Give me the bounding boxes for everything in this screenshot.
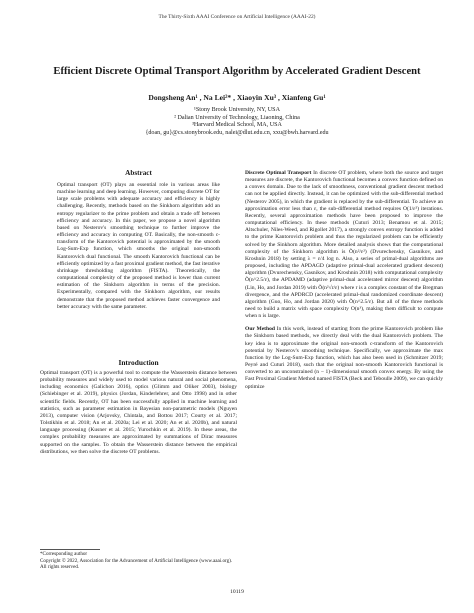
discrete-ot-paragraph (245, 170, 443, 320)
conference-header: The Thirty-Sixth AAAI Conference on Artificial Intelligence (AAAI-22) (158, 14, 316, 20)
introduction-body (40, 370, 237, 456)
discrete-ot-run-head: Discrete Optimal Transport (245, 170, 312, 176)
affiliation-1: ¹Stony Brook University, NY, USA (194, 107, 280, 113)
author-emails: {doan, gu}@cs.stonybrook.edu, nalei@dlut.edu.cn, xxu@bwh.harvard.edu (145, 130, 329, 137)
our-method-text: In this work, instead of starting from the prime Kantorovich problem like the Sinkhorn based methods, we directly deal with the dual Kantorovich problem. The key idea is to approximate the original non-smooth c-transform of the Kantorovich potential by Nesterov's smoothing technique. Specifically, we approximate the max function by the Log-Sum-Exp function, which has also been used in (Schmitzer 2019; Peyré and Cuturi 2018), such that the original non-smooth Kantorovich functional is converted to an unconstrained (n − 1)-dimensional smooth convex energy. By using the Fast Proximal Gradient Method named FISTA (Beck and Teboulle 2009), we can quickly optimize (245, 326, 443, 390)
introduction-heading: Introduction (118, 358, 159, 367)
paper-title: Efficient Discrete Optimal Transport Algorithm by Accelerated Gradient Descent (53, 66, 421, 77)
affiliations (0, 107, 474, 138)
introduction-paragraph: Optimal transport (OT) is a powerful tool to compute the Wasserstein distance between probability measures and widely used to model various natural and social phenomena, including economics (Galichon 2016), optics (Glimm and Oliker 2003), biology (Schiebinger et al. 2019), physics (Jordan, Kinderlehrer, and Otto 1998) and in other scientific fields. Recently, OT has been successfully applied in machine learning and statistics, such as parameter estimation in Bayesian non-parametric models (Nguyen 2013), computer vision (Arjovsky, Chintala, and Bottou 2017; Courty et al. 2017; Tolstikhin et al. 2018; An et al. 2020a; Lei et al. 2020; An et al. 2020b), and natural language processing (Kusner et al. 2015; Yurochkin et al. 2019). In these areas, the complex probability measures are approximated by summations of Dirac measures supported on the samples. To obtain the Wasserstein distance between the empirical distributions, we then solve the discrete OT problems. (40, 370, 237, 455)
abstract-text: Optimal transport (OT) plays an essential role in various areas like machine learning and deep learning. However, computing discrete OT for large scale problems with adequate accuracy and efficiency is highly challenging. Recently, methods based on the Sinkhorn algorithm add an entropy regularizer to the prime problem and obtain a trade off between efficiency and accuracy. In this paper, we propose a novel algorithm based on Nesterov's smoothing technique to further improve the efficiency and accuracy in computing OT. Basically, the non-smooth c-transform of the Kantorovich potential is approximated by the smooth Log-Sum-Exp function, which smooths the original non-smooth Kantorovich dual functional. The smooth Kantorovich functional can be efficiently optimized by a fast proximal gradient method, the fast iterative shrinkage thresholding algorithm (FISTA). Theoretically, the computational complexity of the proposed method is lower than current estimation of the Sinkhorn algorithm in terms of the precision. Experimentally, compared with the Sinkhorn algorithm, our results demonstrate that the proposed method achieves faster convergence and better accuracy with the same parameter. (57, 182, 220, 310)
affiliation-2: ² Dalian University of Technology, Liaoning, China (174, 114, 300, 121)
copyright-notice: Copyright © 2022, Association for the Advancement of Artificial Intelligence (www.aaai.org). All rights reserved. (40, 557, 233, 571)
page-number: 10119 (230, 589, 244, 595)
affiliation-3: ³Harvard Medical School, MA, USA (192, 122, 282, 129)
right-column (245, 170, 443, 397)
our-method-run-head: Our Method (245, 326, 275, 333)
author-list: Dongsheng An¹ , Na Lei²* , Xiaoyin Xu³ , Xianfeng Gu¹ (148, 93, 326, 102)
discrete-ot-text: In discrete OT problem, where both the source and target measures are discrete, the Kantorovich functional becomes a convex function defined on a convex domain. Due to the lack of smoothness, conventional gradient descent method can not be applied directly. Instead, it can be optimized with the sub-differential method (Nesterov 2005), in which the gradient is replaced by the sub-differential. To achieve an approximation error less than ε, the sub-differential method requires O(1/ε²) iterations. Recently, several approximation methods have been proposed to improve the computational efficiency. In these methods (Cuturi 2013; Benamou et al. 2015; Altschuler, Niles-Weed, and Rigollet 2017), a strongly convex entropy function is added to the prime Kantorovich problem and thus the regularized problem can be efficiently solved by the Sinkhorn algorithm. More detailed analysis shows that the computational complexity of the Sinkhorn algorithm is Õ(n²/ε²) (Dvurechensky, Gasnikov, and Kroshnin 2018) by setting λ = ε/4 log n. Also, a series of primal-dual algorithms are proposed, including the APDAGD (adaptive primal-dual accelerated gradient descent) algorithm (Dvurechensky, Gasnikov, and Kroshnin 2018) with computational complexity Õ(n^2.5/ε), the APDAMD (adaptive primal-dual accelerated mirror descent) algorithm (Lin, Ho, and Jordan 2019) with Õ(n²√r/ε) where r is a complex constant of the Bregman divergence, and the APDRCD (accelerated primal-dual randomized coordinate descent) algorithm (Guo, Ho, and Jordan 2020) with Õ(n^2.5/ε). But all of the three methods need to build a matrix with space complexity O(n³), making them difficult to compute when n is large. (245, 170, 444, 320)
footnote (40, 551, 237, 571)
footnote-divider (40, 549, 100, 550)
corresponding-author-note: *Corresponding author (40, 551, 88, 557)
abstract-heading: Abstract (125, 169, 152, 177)
our-method-paragraph (245, 326, 443, 390)
